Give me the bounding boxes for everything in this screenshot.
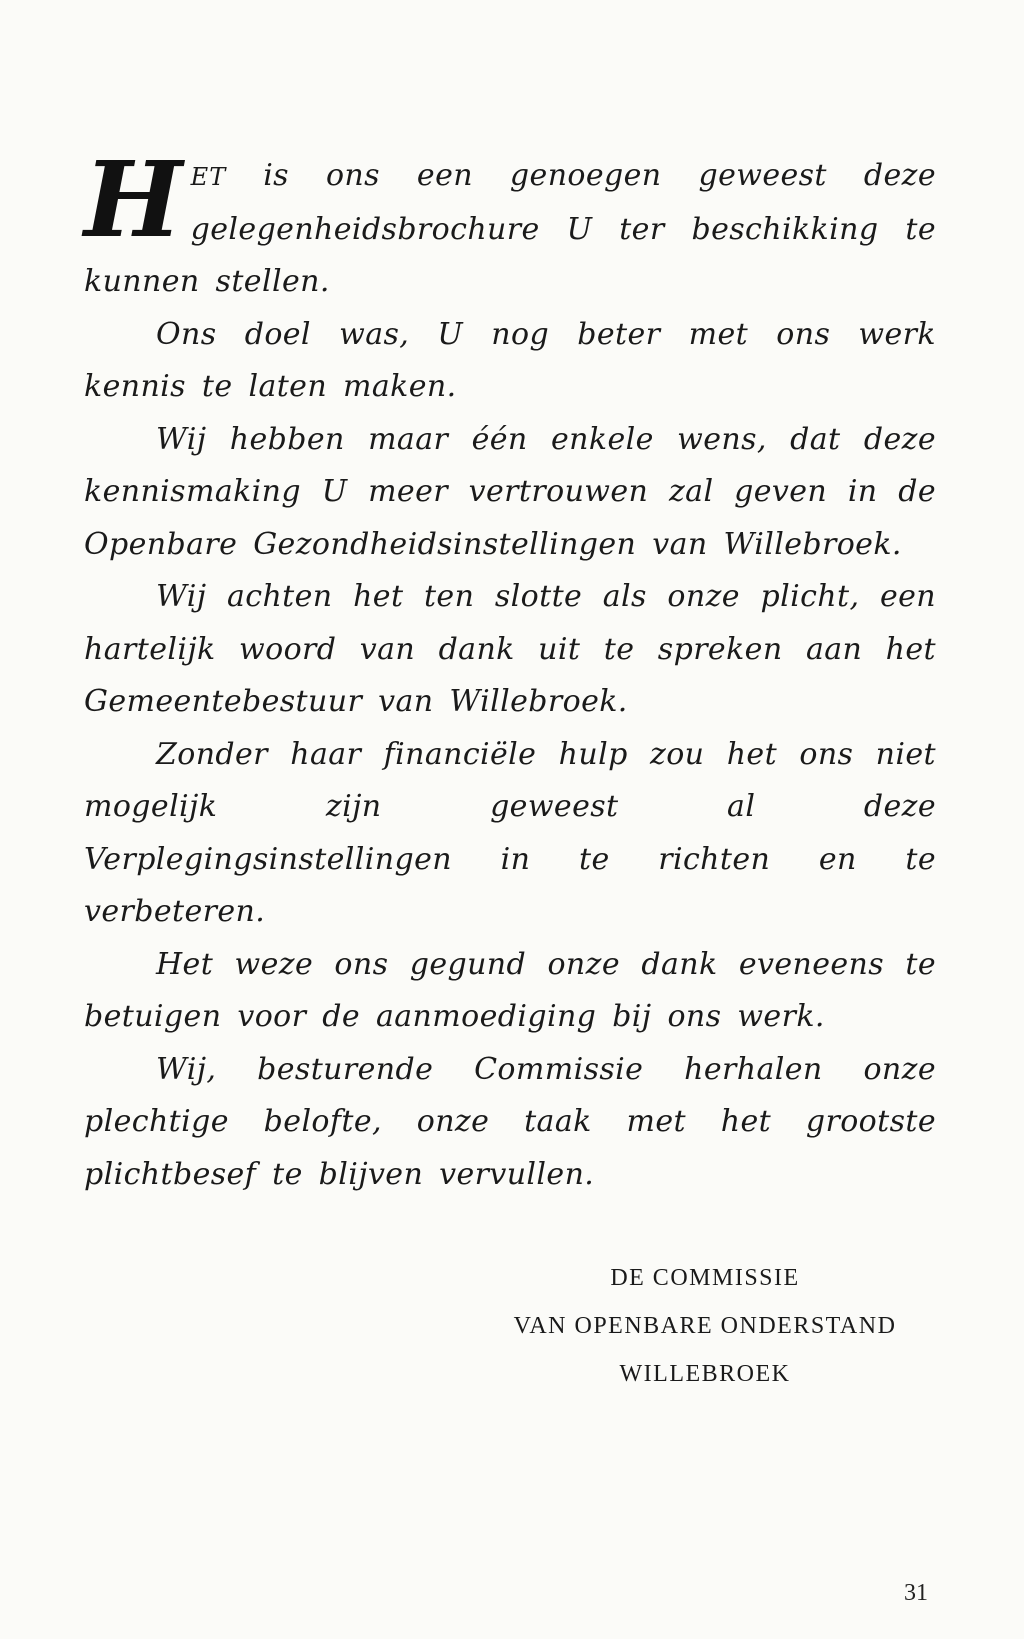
paragraph-4: Wij achten het ten slotte als onze plicht, een hartelijk woord van dank uit te spreken aan het Gemeentebestuur van Willebroek. [84,579,936,719]
paragraph-5: Zonder haar financiële hulp zou het ons niet mogelijk zijn geweest al deze Verplegingsinstellingen in te richten en te verbeteren. [84,736,936,929]
letter-body [84,138,936,1201]
signature-line-3: WILLEBROEK [619,1361,791,1387]
page-number: 31 [904,1580,928,1606]
paragraph-1 [84,138,936,309]
signature-block [470,1254,940,1398]
paragraph-1-text: is ons een genoegen geweest deze gelegenheidsbrochure U ter beschikking te kunnen stellen. [84,158,936,299]
paragraph-7: Wij, besturende Commissie herhalen onze plechtige belofte, onze taak met het grootste plichtbesef te blijven vervullen. [84,1051,936,1192]
paragraph-2: Ons doel was, U nog beter met ons werk kennis te laten maken. [84,316,936,404]
drop-cap: H [84,138,183,261]
signature-line-1: DE COMMISSIE [610,1265,800,1291]
drop-cap-continuation: ET [190,163,227,191]
paragraph-6: Het weze ons gegund onze dank eveneens te betuigen voor de aanmoediging bij ons werk. [84,946,936,1034]
paragraph-3: Wij hebben maar één enkele wens, dat deze kennismaking U meer vertrouwen zal geven in de Openbare Gezondheidsinstellingen van Willebroek. [84,421,936,562]
signature-line-2: VAN OPENBARE ONDERSTAND [513,1313,897,1339]
